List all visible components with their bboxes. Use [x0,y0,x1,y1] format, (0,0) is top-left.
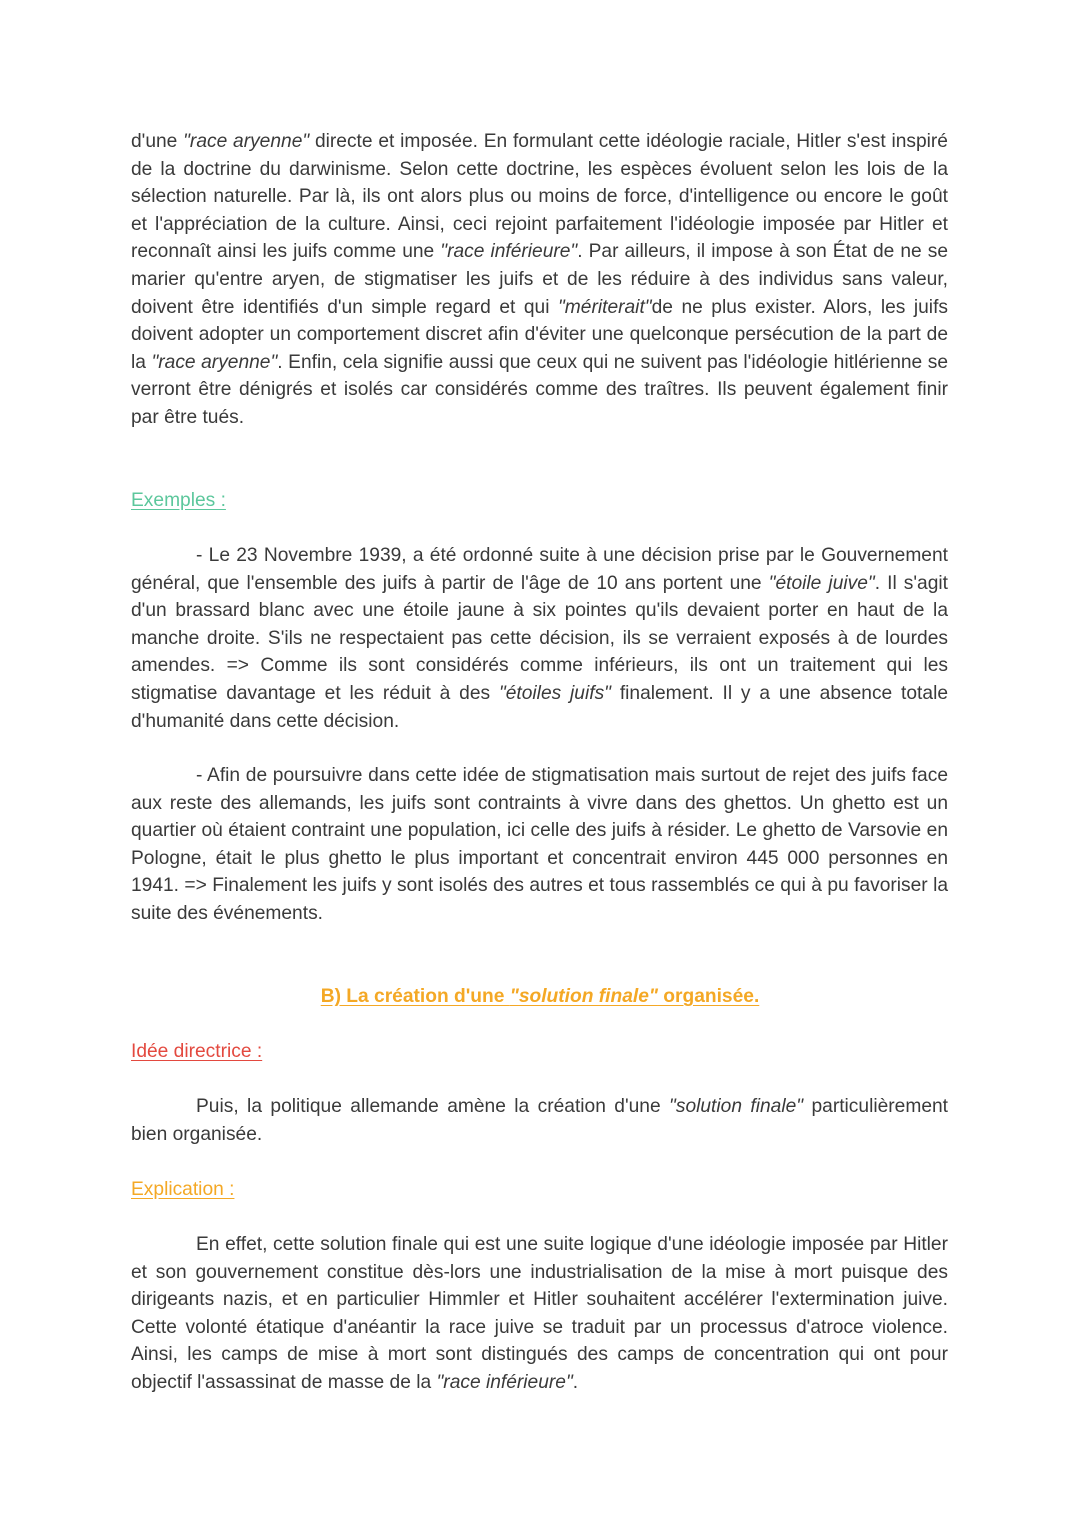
text-run: . [572,1371,579,1393]
text-run: . Par ailleurs, il impose à son État de ne se marier qu'entre aryen, de stigmatiser les juifs et de les réduire à des individus sans valeur, doivent être identifiés d'un simple regard et qui [131,241,948,318]
text-run: particulièrement bien organisée. [131,1096,948,1145]
example-paragraph-2 [131,762,948,928]
text-run: "étoiles juifs" [498,682,611,704]
text-run: Puis, la politique allemande amène la création d'une [196,1096,670,1117]
heading-run: organisée. [657,986,760,1007]
text-run: "étoile juive" [768,572,875,594]
text-run: "mériterait" [558,296,652,318]
text-run: . Enfin, cela signifie aussi que ceux qui ne suivent pas l'idéologie hitlérienne se verront être dénigrés et isolés car considérés comme des traîtres. Ils peuvent également finir par être tués. [131,351,949,428]
text-run: "solution finale" [669,1096,804,1117]
text-run: En effet, cette solution finale qui est une suite logique d'une idéologie imposée par Hitler et son gouvernement constitue dès-lors une industrialisation de la mise à mort puisque des dirigeants nazis, et en particulier Himmler et Hitler souhaitent accélérer l'extermination juive. Cette volonté étatique d'anéantir la race juive se traduit par un processus d'atroce violence. Ainsi, les camps de mise à mort sont distingués des camps de concentration qui ont pour objectif l'assassinat de masse de la [131,1234,948,1393]
exemples-label: Exemples : [131,490,226,511]
heading-run: "solution finale" [509,986,658,1007]
text-run: "race inférieure" [440,241,578,263]
text-run: de ne plus exister. Alors, les juifs doivent adopter un comportement discret afin d'éviter une quelconque persécution de la part de la [131,296,948,373]
intro-paragraph [131,128,948,432]
idee-directrice-paragraph [131,1093,948,1148]
text-run: finalement. Il y a une absence totale d'humanité dans cette décision. [131,682,948,732]
example-paragraph-1 [131,542,948,735]
explication-label: Explication : [131,1179,235,1200]
text-run: d'une [131,131,184,152]
text-run: "race aryenne" [183,131,310,152]
explication-paragraph [131,1231,948,1397]
text-run: "race inférieure" [436,1371,573,1393]
text-run: - Afin de poursuivre dans cette idée de stigmatisation mais surtout de rejet des juifs face aux reste des allemands, les juifs sont contraints à vivre dans des ghettos. Un ghetto est un quartier où étaient contraint une population, ici celle des juifs à résider. Le ghetto de Varsovie en Pologne, était le plus ghetto le plus important et concentrait environ 445 000 personnes en 1941. => Finalement les juifs y sont isolés des autres et tous rassemblés ce qui à pu favoriser la suite des événements. [131,765,948,924]
text-run: . Il s'agit d'un brassard blanc avec une étoile jaune à six pointes qu'ils devaient porter en haut de la manche droite. S'ils ne respectaient pas cette décision, ils se verraient exposés à de lourdes amendes. => Comme ils sont considérés comme inférieurs, ils ont un traitement qui les stigmatise davantage et les réduit à des [131,572,948,704]
section-heading [0,983,1080,1011]
text-run: directe et imposée. En formulant cette idéologie raciale, Hitler s'est inspiré de la doctrine du darwinisme. Selon cette doctrine, les espèces évoluent selon les lois de la sélection naturelle. Par là, ils ont alors plus ou moins de force, d'intelligence ou encore le goût et l'appréciation de la culture. Ainsi, ceci rejoint parfaitement l'idéologie imposée par Hitler et reconnaît ainsi les juifs comme une [131,131,948,263]
text-run: "race aryenne" [151,351,278,373]
heading-run: B) La création d'une [320,986,510,1007]
text-run: - Le 23 Novembre 1939, a été ordonné suite à une décision prise par le Gouvernement général, que l'ensemble des juifs à partir de l'âge de 10 ans portent une [131,545,948,594]
idee-directrice-label: Idée directrice : [131,1041,263,1062]
